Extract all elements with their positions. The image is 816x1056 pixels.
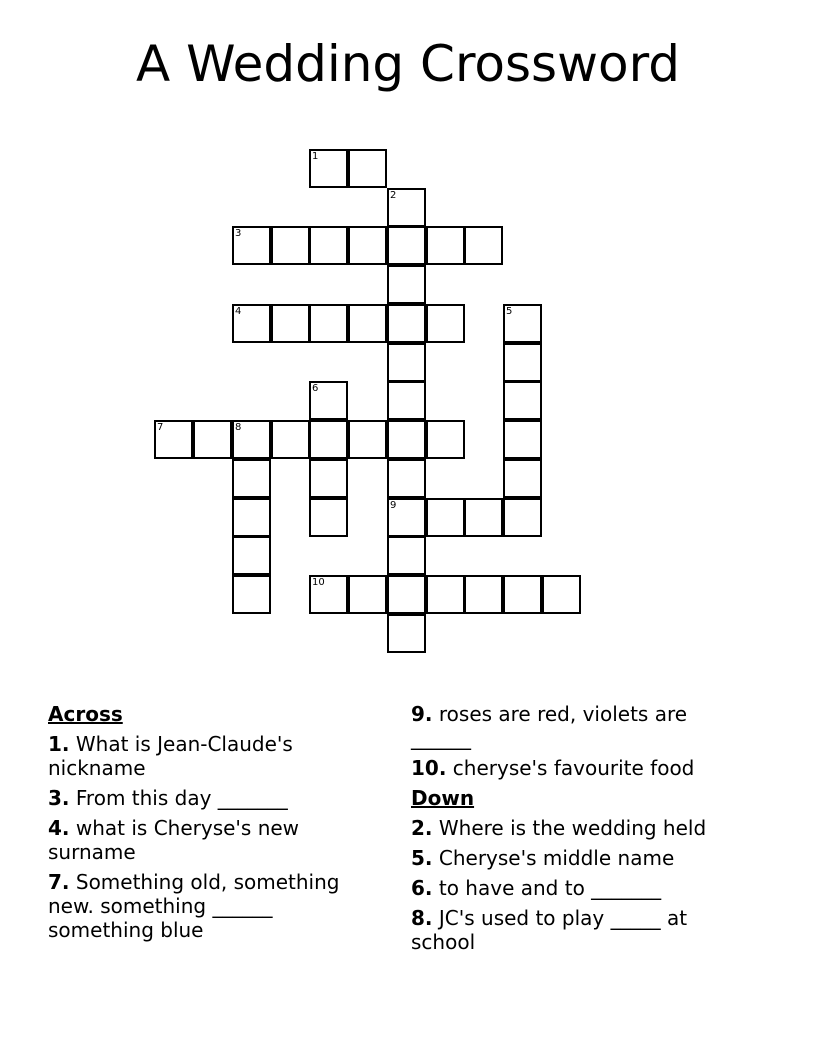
grid-cell[interactable] <box>387 188 426 227</box>
clues-left-column <box>48 702 378 948</box>
grid-cell[interactable] <box>232 498 271 537</box>
grid-cell[interactable] <box>542 575 581 614</box>
clue-number: 8. <box>411 906 433 930</box>
page-title: A Wedding Crossword <box>135 35 681 93</box>
clue-text: What is Jean-Claude's nickname <box>48 732 293 780</box>
grid-cell[interactable] <box>309 149 348 188</box>
clue-number: 10. <box>411 756 447 780</box>
clue-down-8 <box>411 906 751 954</box>
cell-number: 9 <box>390 500 397 511</box>
grid-cell[interactable] <box>232 420 271 459</box>
grid-cell[interactable] <box>309 575 348 614</box>
cell-number: 1 <box>312 151 319 162</box>
grid-cell[interactable] <box>387 614 426 653</box>
grid-cell[interactable] <box>348 304 387 343</box>
grid-cell[interactable] <box>271 420 310 459</box>
cell-number: 3 <box>235 228 242 239</box>
clue-across-3 <box>48 786 378 810</box>
clue-text: what is Cheryse's new surname <box>48 816 300 864</box>
cell-number: 7 <box>157 422 164 433</box>
clue-number: 7. <box>48 870 70 894</box>
grid-cell[interactable] <box>348 149 387 188</box>
grid-cell[interactable] <box>387 420 426 459</box>
down-heading: Down <box>411 786 475 810</box>
grid-cell[interactable] <box>387 343 426 382</box>
grid-cell[interactable] <box>387 226 426 265</box>
clue-number: 6. <box>411 876 433 900</box>
grid-cell[interactable] <box>232 304 271 343</box>
grid-cell[interactable] <box>426 304 465 343</box>
grid-cell[interactable] <box>348 420 387 459</box>
clue-number: 1. <box>48 732 70 756</box>
cell-number: 2 <box>390 190 397 201</box>
clue-across-4 <box>48 816 378 864</box>
grid-cell[interactable] <box>503 343 542 382</box>
grid-cell[interactable] <box>309 498 348 537</box>
grid-cell[interactable] <box>503 381 542 420</box>
clue-number: 4. <box>48 816 70 840</box>
clue-text: Cheryse's middle name <box>438 846 675 870</box>
clue-across-7 <box>48 870 378 942</box>
grid-cell[interactable] <box>232 536 271 575</box>
cell-number: 4 <box>235 306 242 317</box>
grid-cell[interactable] <box>309 459 348 498</box>
clue-down-5 <box>411 846 751 870</box>
clue-text: cheryse's favourite food <box>452 756 695 780</box>
grid-cell[interactable] <box>503 575 542 614</box>
cell-number: 5 <box>506 306 513 317</box>
grid-cell[interactable] <box>348 226 387 265</box>
clue-text: Something old, something new. something ______ something blue <box>48 870 340 942</box>
clue-text: roses are red, violets are ______ <box>411 702 688 750</box>
clues-right-column <box>411 702 751 960</box>
grid-cell[interactable] <box>309 304 348 343</box>
grid-cell[interactable] <box>426 498 465 537</box>
grid-cell[interactable] <box>387 575 426 614</box>
clue-across-1 <box>48 732 378 780</box>
grid-cell[interactable] <box>271 226 310 265</box>
grid-cell[interactable] <box>387 304 426 343</box>
grid-cell[interactable] <box>271 304 310 343</box>
grid-cell[interactable] <box>154 420 193 459</box>
grid-cell[interactable] <box>387 536 426 575</box>
grid-cell[interactable] <box>309 420 348 459</box>
grid-cell[interactable] <box>503 459 542 498</box>
grid-cell[interactable] <box>232 459 271 498</box>
grid-cell[interactable] <box>309 381 348 420</box>
grid-cell[interactable] <box>309 226 348 265</box>
grid-cell[interactable] <box>426 420 465 459</box>
across-heading: Across <box>48 702 123 726</box>
grid-cell[interactable] <box>387 498 426 537</box>
clue-number: 5. <box>411 846 433 870</box>
grid-cell[interactable] <box>387 265 426 304</box>
clue-text: From this day _______ <box>75 786 288 810</box>
grid-cell[interactable] <box>387 381 426 420</box>
grid-cell[interactable] <box>503 498 542 537</box>
clue-across-9 <box>411 702 751 750</box>
cell-number: 6 <box>312 383 319 394</box>
grid-cell[interactable] <box>464 498 503 537</box>
grid-cell[interactable] <box>503 420 542 459</box>
clue-text: JC's used to play _____ at school <box>411 906 688 954</box>
clue-number: 2. <box>411 816 433 840</box>
cell-number: 10 <box>312 577 325 588</box>
grid-cell[interactable] <box>387 459 426 498</box>
grid-cell[interactable] <box>464 226 503 265</box>
grid-cell[interactable] <box>464 575 503 614</box>
clue-down-6 <box>411 876 751 900</box>
clue-across-10 <box>411 756 751 780</box>
grid-cell[interactable] <box>348 575 387 614</box>
clue-number: 9. <box>411 702 433 726</box>
grid-cell[interactable] <box>232 226 271 265</box>
clue-text: to have and to _______ <box>438 876 662 900</box>
grid-cell[interactable] <box>232 575 271 614</box>
clue-number: 3. <box>48 786 70 810</box>
grid-cell[interactable] <box>426 575 465 614</box>
grid-cell[interactable] <box>426 226 465 265</box>
clue-text: Where is the wedding held <box>438 816 707 840</box>
grid-cell[interactable] <box>193 420 232 459</box>
cell-number: 8 <box>235 422 242 433</box>
grid-cell[interactable] <box>503 304 542 343</box>
clue-down-2 <box>411 816 751 840</box>
